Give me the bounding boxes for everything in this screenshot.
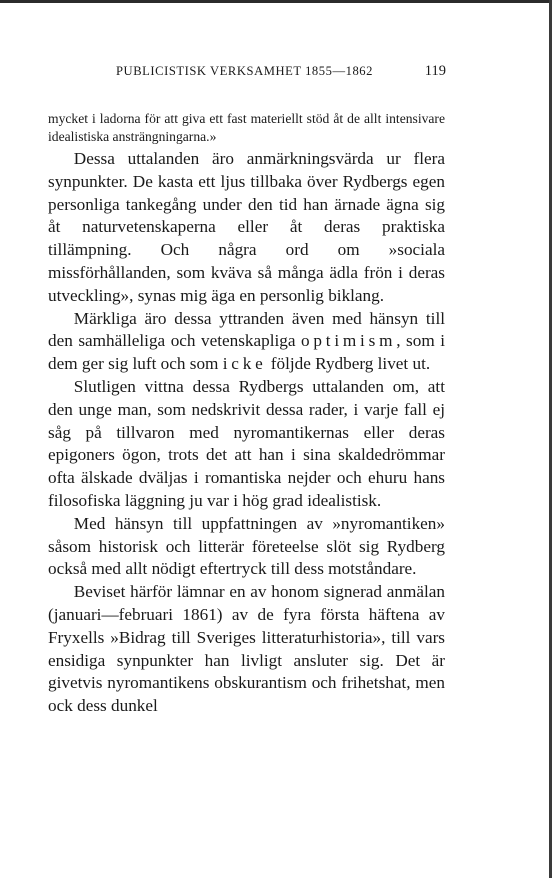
emphasis-optimism: optimism (301, 331, 397, 351)
paragraph-2-part-1: Märkliga äro dessa yttranden även med hänsyn till den samhälleliga och vetenskapliga (48, 308, 445, 351)
page-header (116, 64, 446, 84)
paragraph-2 (48, 308, 445, 376)
paragraph-3: Slutligen vittna dessa Rydbergs uttalanden om, att den unge man, som nedskrivit dessa rader, i varje fall ej såg på tillvaron med nyromantikernas eller deras epigoners ögon, trots det att han i sina skaldedrömmar ofta älskade dväljas i romantiska nejder och ehuru hans filosofiska läggning ju var i hög grad idealistisk. (48, 376, 445, 510)
quote-continuation: mycket i ladorna för att giva ett fast materiellt stöd åt de allt intensivare idealistiska ansträngningarna.» (48, 110, 445, 145)
emphasis-icke: icke (222, 354, 267, 374)
paragraph-2-part-2: , som i dem ger sig luft och som (48, 331, 445, 374)
paragraph-5: Beviset härför lämnar en av honom signerad anmälan (januari—februari 1861) av de fyra första häftena av Fryxells »Bidrag till Sveriges litteraturhistoria», till vars ensidiga synpunkter han livligt ansluter sig. Det är givetvis nyromantikens obskurantism och frihetshat, men ock dess dunkel (48, 582, 445, 716)
paragraph-4: Med hänsyn till uppfattningen av »nyromantiken» såsom historisk och litterär företeelse slöt sig Rydberg också med allt nödigt eftertryck till dess motståndare. (48, 513, 445, 579)
body-text (48, 148, 445, 718)
page-number: 119 (424, 63, 446, 79)
page-top-edge (0, 0, 552, 3)
paragraph-2-part-3: följde Rydberg livet ut. (266, 354, 431, 374)
paragraph-1: Dessa uttalanden äro anmärkningsvärda ur flera synpunkter. De kasta ett ljus tillbaka över Rydbergs egen personliga tankegång under den tid han ärnade ägna sig åt naturvetenskaperna eller åt deras praktiska tillämpning. Och några ord om »sociala missförhållanden, som kväva så många ädla frön i deras utveckling», synas mig äga en personlig biklang. (48, 149, 445, 305)
running-head: PUBLICISTISK VERKSAMHET 1855—1862 (116, 64, 373, 78)
